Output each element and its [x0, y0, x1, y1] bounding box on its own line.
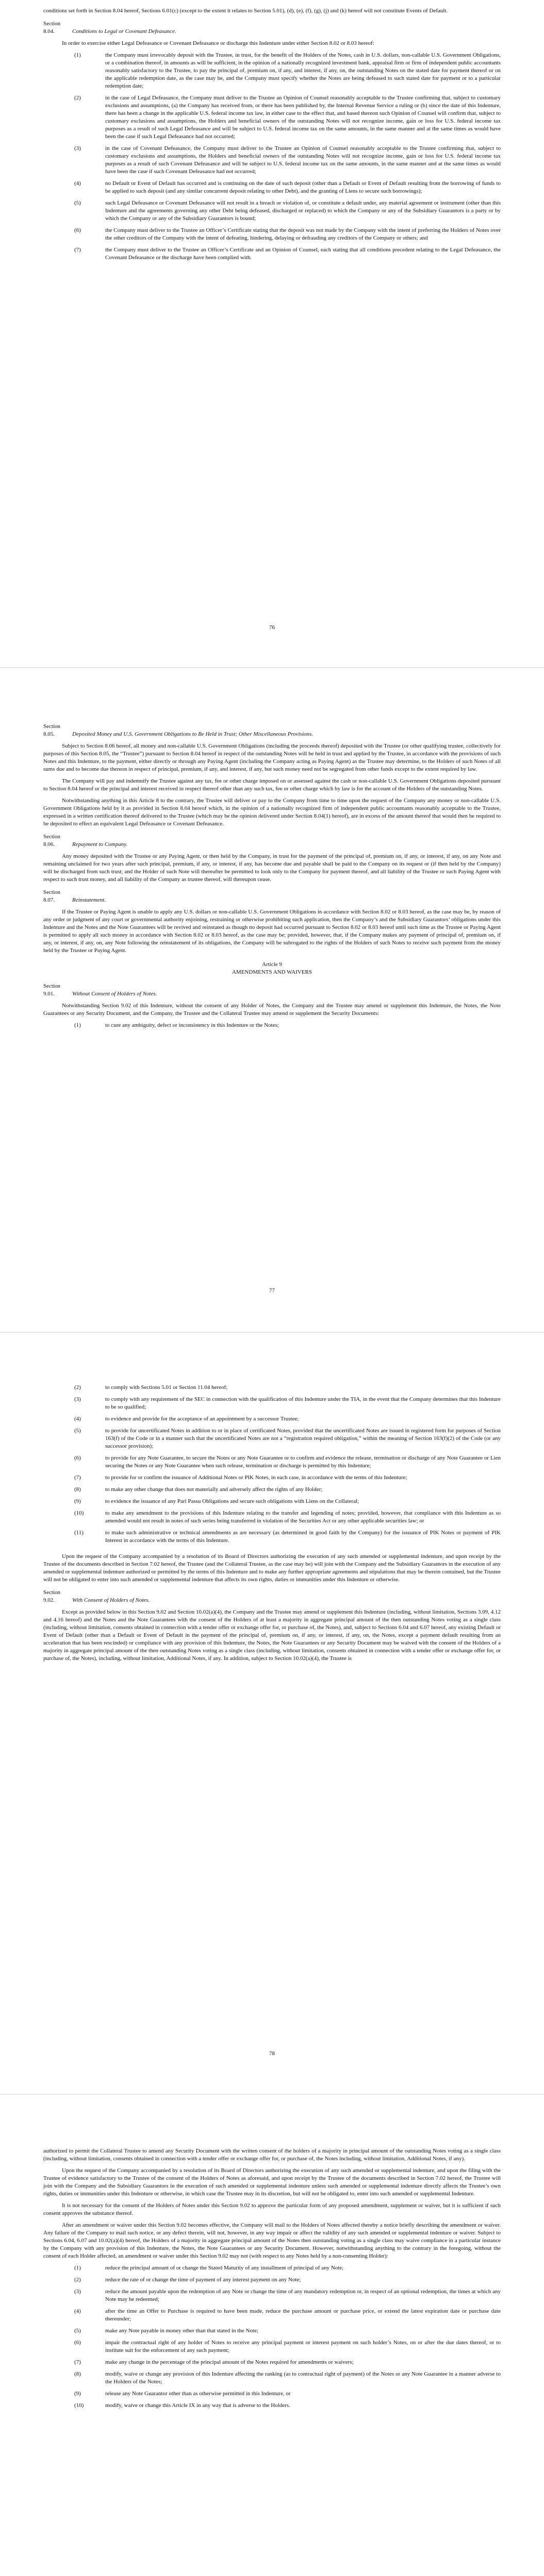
page-76 — [0, 7, 544, 266]
page-78 — [0, 1384, 544, 1667]
item-number: (4) — [74, 2308, 81, 2314]
list-item — [43, 199, 501, 223]
list-item — [43, 2327, 501, 2335]
article-title: AMENDMENTS AND WAIVERS — [232, 969, 312, 975]
page-79 — [0, 2147, 544, 2414]
list-item — [43, 94, 501, 141]
item-text: impair the contractual right of any holder of Notes to receive any principal payment or interest payment on such holder’s Notes, on or after the due dates thereof, or to institute suit for the enforcement of any such payment; — [105, 2340, 501, 2353]
paragraph: It is not necessary for the consent of the Holders of Notes under this Section 9.02 to approve the particular form of any proposed amendment, supplement or waiver, but it is sufficient if such consent approves the substance thereof. — [43, 2202, 501, 2216]
item-number: (5) — [74, 1428, 81, 1434]
item-text: modify, waive or change this Article IX in any way that is adverse to the Holders. — [105, 2402, 290, 2409]
item-number: (7) — [74, 247, 81, 253]
list-item — [43, 1454, 501, 1470]
paragraph: conditions set forth in Section 8.04 hereof, Sections 6.01(c) (except to the extent it relates to Section 5.01), (d), (e), (f), (g), (j) and (k) hereof will not constitute Events of Default. — [43, 8, 448, 14]
item-text: modify, waive or change any provision of this Indenture affecting the ranking (as to contractual right of payment) of the Notes or any Note Guarantee in a manner adverse to the Holders of the Notes; — [105, 2371, 501, 2385]
paragraph: authorized to permit the Collateral Trustee to amend any Security Document with the written consent of the holders of a majority in principal amount of the outstanding Notes voting as a single class (including, without limitation, consents obtained in connection with a tender offer or exchange offer for, or purchase of, the Notes including, without limitation, Additional Notes, if any). — [43, 2148, 501, 2162]
item-number: (3) — [74, 2289, 81, 2295]
item-text: release any Note Guarantor other than as otherwise permitted in this Indenture, or — [105, 2391, 291, 2397]
item-text: to make any amendment to the provisions of this Indenture relating to the transfer and legending of notes; provided, however, that compliance with this Indenture as so amended would not result in notes of such series being transferred in violation of the Securities Act or any other applicable securities law; or — [105, 1510, 501, 1524]
section-heading-8-06 — [43, 833, 501, 849]
item-text: reduce the rate of or change the time of payment of any interest payment on any Note; — [105, 2277, 301, 2283]
item-number: (3) — [74, 145, 81, 151]
item-text: the Company must deliver to the Trustee an Officer’s Certificate and an Opinion of Counsel, each stating that all conditions precedent relating to the Legal Defeasance, the Covenant Defeasance or the discharge have been complied with. — [105, 247, 501, 261]
item-number: (10) — [74, 2402, 84, 2409]
list-item — [43, 2402, 501, 2410]
item-text: in the case of Covenant Defeasance, the Company must deliver to the Trustee an Opinion of Counsel reasonably acceptable to the Trustee confirming that, subject to customary exclusions and assumptions, the Holders and beneficial owners of the outstanding Notes will not recognize income, gain or loss for U.S. federal income tax purposes as a result of such Covenant Defeasance and will be subject to U.S. federal income tax on the same amounts, in the same manner and at the same times as would have been the case if such Covenant Defeasance had not occurred; — [105, 145, 501, 175]
paragraph: In order to exercise either Legal Defeasance or Covenant Defeasance or discharge this Indenture under either Section 8.02 or 8.03 hereof: — [62, 40, 374, 46]
item-text: such Legal Defeasance or Covenant Defeasance will not result in a breach or violation of, or constitute a default under, any material agreement or instrument (other than this Indenture and the agreements governing any other Debt being defeased, discharged or replaced) to which the Company or any of the Subsidiary Guarantors is a party or by which the Company or any of the Subsidiary Guarantors is bound; — [105, 200, 501, 222]
list-item — [43, 2359, 501, 2366]
list-item — [43, 2308, 501, 2323]
section-number: Section 8.04. — [43, 21, 60, 35]
item-number: (6) — [74, 2340, 81, 2346]
item-text: no Default or Event of Default has occurred and is continuing on the date of such deposit (other than a Default or Event of Default resulting from the borrowing of funds to be applied to such deposit (and any similar concurrent deposit relating to other Debt), and the granting of Liens to secure such borrowings); — [105, 180, 501, 194]
section-heading-9-02 — [43, 1589, 501, 1604]
item-number: (6) — [74, 1455, 81, 1461]
list-item — [43, 1384, 501, 1392]
section-number: Section 9.01. — [43, 983, 60, 997]
item-number: (1) — [74, 52, 81, 58]
item-text: after the time an Offer to Purchase is required to have been made, reduce the purchase amount or purchase price, or extend the latest expiration date or purchase date thereunder; — [105, 2308, 501, 2322]
list-item — [43, 2390, 501, 2398]
item-number: (7) — [74, 2359, 81, 2365]
item-text: the Company must deliver to the Trustee an Officer’s Certificate stating that the deposit was not made by the Company with the intent of preferring the Holders of Notes over the other creditors of the Company with the intent of defeating, hindering, delaying or defrauding any creditors of the Company or others; and — [105, 227, 501, 241]
list-item — [43, 2276, 501, 2284]
paragraph: Upon the request of the Company accompanied by a resolution of its Board of Directors authorizing the execution of any such amended or supplemental indenture, and upon the filing with the Trustee of evidence satisfactory to the Trustee of the consent of the Holders of Notes as aforesaid, and upon receipt by the Trustee of the documents described in Section 7.02 hereof, the Trustee will join with the Company and the Subsidiary Guarantors in the execution of such amended or supplemental indenture unless such amended or supplemental indenture directly affects the Trustee’s own rights, duties or immunities under this Indenture or otherwise, in which case the Trustee may in its discretion, but will not be obligated to, enter into such amended or supplemental Indenture. — [43, 2167, 501, 2197]
item-text: reduce the principal amount of or change the Stated Maturity of any installment of principal of any Note; — [105, 2265, 344, 2271]
list-item — [43, 246, 501, 262]
section-title: Reinstatement. — [72, 897, 106, 903]
item-text: the Company must irrevocably deposit with the Trustee, in trust, for the benefit of the Holders of the Notes, cash in U.S. dollars, non-callable U.S. Government Obligations, or a combination thereof, in amounts as will be sufficient, in the opinion of a nationally recognized investment bank, appraisal firm or firm of independent public accountants reasonably satisfactory to the Trustee, to pay the principal of, premium on, if any, and interest, if any, on, the outstanding Notes on the stated date for payment thereof or on the applicable redemption date, as the case may be, and the Company must specify whether the Notes are being defeased to such stated date for payment or to a particular redemption date; — [105, 52, 501, 89]
list-item — [43, 2370, 501, 2386]
page-number: 77 — [269, 1287, 275, 1294]
item-number: (2) — [74, 95, 81, 101]
item-number: (11) — [74, 1530, 84, 1536]
list-item — [43, 1498, 501, 1505]
list-item — [43, 1427, 501, 1450]
item-number: (1) — [74, 2265, 81, 2271]
paragraph: Any money deposited with the Trustee or any Paying Agent, or then held by the Company, in trust for the payment of the principal of, premium on, if any, or interest, if any, on any Note and remaining unclaimed for two years after such principal, premium, if any, or interest, if any, has become due and payable shall be paid to the Company on its request or (if then held by the Company) will be discharged from such trust; and the Holder of such Note will thereafter be permitted to look only to the Company for payment thereof, and all liability of the Trustee or such Paying Agent with respect to such trust money, and all liability of the Company as trustee thereof, will thereupon cease. — [43, 853, 501, 883]
section-heading-8-04 — [43, 20, 501, 36]
list-item — [43, 2339, 501, 2354]
paragraph: Subject to Section 8.06 hereof, all money and non-callable U.S. Government Obligations (including the proceeds thereof) deposited with the Trustee (or other qualifying trustee, collectively for purposes of this Section 8.05, the “Trustee”) pursuant to Section 8.04 hereof in respect of the outstanding Notes will be held in trust and applied by the Trustee, in accordance with the provisions of such Notes and this Indenture, to the payment, either directly or through any Paying Agent (including the Company acting as Paying Agent) as the Trustee may determine, to the Holders of such Notes of all sums due and to become due thereon in respect of principal, premium, if any, and interest, if any, but such money need not be segregated from other funds except to the extent required by law. — [43, 743, 501, 772]
paragraph: Except as provided below in this Section 9.02 and Section 10.02(a)(4), the Company and the Trustee may amend or supplement this Indenture (including, without limitation, Sections 3.09, 4.12 and 4.16 hereof) and the Notes and the Note Guarantees with the consent of the Holders of at least a majority in aggregate principal amount of the then outstanding Notes voting as a single class (including, without limitation, consents obtained in connection with a tender offer or exchange offer for, or purchase of, the Notes), and, subject to Sections 6.04 and 6.07 hereof, any existing Default or Event of Default (other than a Default or Event of Default in the payment of the principal of, premium on, if any, or interest, if any, on, the Notes, except a payment default resulting from an acceleration that has been rescinded) or compliance with any provision of this Indenture, the Notes, the Note Guarantees or any Security Document may be waived with the consent of the Holders of a majority in aggregate principal amount of the then outstanding Notes voting as a single class (including, without limitation, consents obtained in connection with a tender offer or exchange offer for, or purchase of, the Notes), including, without limitation, Additional Notes, if any. In addition, subject to Section 10.02(a)(4), the Trustee is — [43, 1609, 501, 1662]
item-number: (9) — [74, 1498, 81, 1504]
item-text: to provide for or confirm the issuance of Additional Notes or PIK Notes, in each case, in accordance with the terms of this Indenture; — [105, 1475, 407, 1481]
list-item — [43, 1022, 501, 1029]
item-text: to comply with Sections 5.01 or Section 11.04 hereof; — [105, 1384, 228, 1391]
item-number: (1) — [74, 1022, 81, 1028]
item-number: (3) — [74, 1396, 81, 1402]
section-number: Section 8.07. — [43, 889, 60, 903]
item-number: (2) — [74, 2277, 81, 2283]
list-item — [43, 1510, 501, 1525]
list-item — [43, 1474, 501, 1482]
paragraph: Upon the request of the Company accompanied by a resolution of its Board of Directors authorizing the execution of any such amended or supplemental indenture, and upon receipt by the Trustee of the documents described in Section 7.02 hereof, the Trustee (and the Collateral Trustee, as the case may be) will join with the Company and the Subsidiary Guarantors in the execution of any amended or supplemental indenture authorized or permitted by the terms of this Indenture and to make any further appropriate agreements and stipulations that may be therein contained, but the Trustee will not be obligated to enter into such amended or supplemental indenture that affects its own rights, duties or immunities under this Indenture or otherwise. — [43, 1553, 501, 1583]
section-number: Section 8.06. — [43, 834, 60, 848]
page-divider — [0, 667, 544, 668]
section-title: With Consent of Holders of Notes. — [72, 1597, 150, 1603]
item-text: to provide for any Note Guarantee, to secure the Notes or any Note Guarantee or to confirm and evidence the release, termination or discharge of any Note Guarantee or Lien securing the Notes or any Note Guarantee when such release, termination or discharge is permitted by this Indenture; — [105, 1455, 501, 1469]
item-number: (8) — [74, 2371, 81, 2377]
item-number: (8) — [74, 1486, 81, 1493]
item-number: (2) — [74, 1384, 81, 1391]
item-text: to evidence the issuance of any Pari Passu Obligations and secure such obligations with Liens on the Collateral; — [105, 1498, 359, 1504]
page-77 — [0, 718, 544, 1033]
item-number: (5) — [74, 2328, 81, 2334]
section-title: Repayment to Company. — [72, 841, 128, 848]
item-text: to evidence and provide for the acceptance of an appointment by a successor Trustee; — [105, 1416, 299, 1422]
item-text: to make such administrative or technical amendments as are necessary (as determined in good faith by the Company) for the issuance of PIK Notes or payment of PIK Interest in accordance with the terms of this Indenture. — [105, 1530, 501, 1544]
list-item — [43, 52, 501, 90]
list-item — [43, 1529, 501, 1545]
page-number: 76 — [269, 624, 275, 631]
paragraph: Notwithstanding Section 9.02 of this Indenture, without the consent of any Holder of Notes, the Company and the Trustee may amend or supplement this Indenture, the Notes, the Note Guarantees or any Security Document, and the Company, the Trustee and the Collateral Trustee may amend or supplement the Security Documents: — [43, 1003, 501, 1016]
section-title: Without Consent of Holders of Notes. — [72, 991, 157, 997]
item-text: to make any other change that does not materially and adversely affect the rights of any Holder; — [105, 1486, 323, 1493]
list-item — [43, 227, 501, 242]
item-text: reduce the amount payable upon the redemption of any Note or change the time of any mandatory redemption or, in respect of an optional redemption, the times at which any Note may be redeemed; — [105, 2289, 501, 2302]
item-text: make any Note payable in money other than that stated in the Note; — [105, 2328, 258, 2334]
item-number: (7) — [74, 1475, 81, 1481]
paragraph: After an amendment or waiver under this Section 9.02 becomes effective, the Company will mail to the Holders of Notes affected thereby a notice briefly describing the amendment or waiver. Any failure of the Company to mail such notice, or any defect therein, will not, however, in any way impair or affect the validity of any such amended or supplemental indenture or waiver. Subject to Sections 6.04, 6.07 and 10.02(a)(4) hereof, the Holders of a majority in aggregate principal amount of the Notes then outstanding voting as a single class may waive compliance in a particular instance by the Company with any provision of this Indenture, the Notes, the Note Guarantees or any Security Document. However, notwithstanding anything to the contrary in the foregoing, without the consent of each Holder affected, an amendment or waiver under this Section 9.02 may not (with respect to any Notes held by a non-consenting Holder): — [43, 2222, 501, 2259]
list-item — [43, 2264, 501, 2272]
item-number: (9) — [74, 2391, 81, 2397]
item-number: (6) — [74, 227, 81, 233]
section-heading-8-05 — [43, 723, 501, 738]
item-text: to comply with any requirement of the SEC in connection with the qualification of this Indenture under the TIA, in the event that the Company determines that this Indenture to be so qualified; — [105, 1396, 501, 1410]
section-title: Deposited Money and U.S. Government Obligations to Be Held in Trust; Other Miscellaneous Provisions. — [72, 731, 314, 737]
item-number: (10) — [74, 1510, 84, 1516]
section-title: Conditions to Legal or Covenant Defeasance. — [72, 28, 176, 35]
paragraph: Notwithstanding anything in this Article 8 to the contrary, the Trustee will deliver or pay to the Company from time to time upon the request of the Company any money or non-callable U.S. Government Obligations held by it as provided in Section 8.04 hereof which, in the opinion of a nationally recognized firm of independent public accountants reasonably acceptable to the Trustee, expressed in a written certification thereof delivered to the Trustee (which may be the opinion delivered under Section 8.04(1) hereof), are in excess of the amount thereof that would then be required to be deposited to effect an equivalent Legal Defeasance or Covenant Defeasance. — [43, 798, 501, 827]
item-text: in the case of Legal Defeasance, the Company must deliver to the Trustee an Opinion of Counsel reasonably acceptable to the Trustee confirming that, subject to customary exclusions and assumptions, (a) the Company has received from, or there has been published by, the Internal Revenue Service a ruling or (b) since the date of this Indenture, there has been a change in the applicable U.S. federal income tax law, in either case to the effect that, and based thereon such Opinion of Counsel will confirm that, subject to customary exclusions and assumptions, the Holders and beneficial owners of the outstanding Notes will not recognize income, gain or loss for U.S. federal income tax purposes as a result of such Legal Defeasance and will be subject to U.S. federal income tax on the same amounts, in the same manner and at the same times as would have been the case if such Legal Defeasance had not occurred; — [105, 95, 501, 140]
list-item — [43, 180, 501, 195]
page-divider — [0, 2094, 544, 2095]
item-text: to cure any ambiguity, defect or inconsistency in this Indenture or the Notes; — [105, 1022, 279, 1028]
section-number: Section 9.02. — [43, 1589, 60, 1603]
section-heading-9-01 — [43, 982, 501, 998]
item-text: make any change in the percentage of the principal amount of the Notes required for amendments or waivers; — [105, 2359, 354, 2365]
item-number: (4) — [74, 180, 81, 187]
page-number: 78 — [269, 2050, 275, 2057]
paragraph: If the Trustee or Paying Agent is unable to apply any U.S. dollars or non-callable U.S. Government Obligations in accordance with Section 8.02 or 8.03 hereof, as the case may be, by reason of any order or judgment of any court or governmental authority enjoining, restraining or otherwise prohibiting such application, then the Company’s and the Subsidiary Guarantors’ obligations under this Indenture and the Notes and the Note Guarantees will be revived and reinstated as though no deposit had occurred pursuant to Section 8.02 or 8.03 hereof until such time as the Trustee or Paying Agent is permitted to apply all such money in accordance with Section 8.02 or 8.03 hereof, as the case may be; provided, however, that, if the Company makes any payment of principal of, premium on, if any, or interest, if any, on, any Note following the reinstatement of its obligations, the Company will be subrogated to the rights of the Holders of such Notes to receive such payment from the money held by the Trustee or Paying Agent. — [43, 909, 501, 954]
list-item — [43, 1396, 501, 1411]
list-item — [43, 1486, 501, 1494]
paragraph: The Company will pay and indemnify the Trustee against any tax, fee or other charge imposed on or assessed against the cash or non-callable U.S. Government Obligations deposited pursuant to Section 8.04 hereof or the principal and interest received in respect thereof other than any such tax, fee or other charge which by law is for the account of the Holders of the outstanding Notes. — [43, 778, 501, 792]
section-heading-8-07 — [43, 889, 501, 904]
list-item — [43, 1415, 501, 1423]
item-text: to provide for uncertificated Notes in addition to or in place of certificated Notes, provided that the uncertificated Notes are issued in registered form for purposes of Section 163(f) of the Code or in a manner such that the uncertificated Notes are not a “registration required obligation,” within the meaning of Section 163(f)(2) of the Code (or any successor provision); — [105, 1428, 501, 1449]
list-item — [43, 145, 501, 176]
item-number: (4) — [74, 1416, 81, 1422]
page-divider — [0, 1332, 544, 1333]
article-number: Article 9 — [262, 961, 282, 968]
section-number: Section 8.05. — [43, 723, 60, 737]
item-number: (5) — [74, 200, 81, 206]
list-item — [43, 2288, 501, 2303]
